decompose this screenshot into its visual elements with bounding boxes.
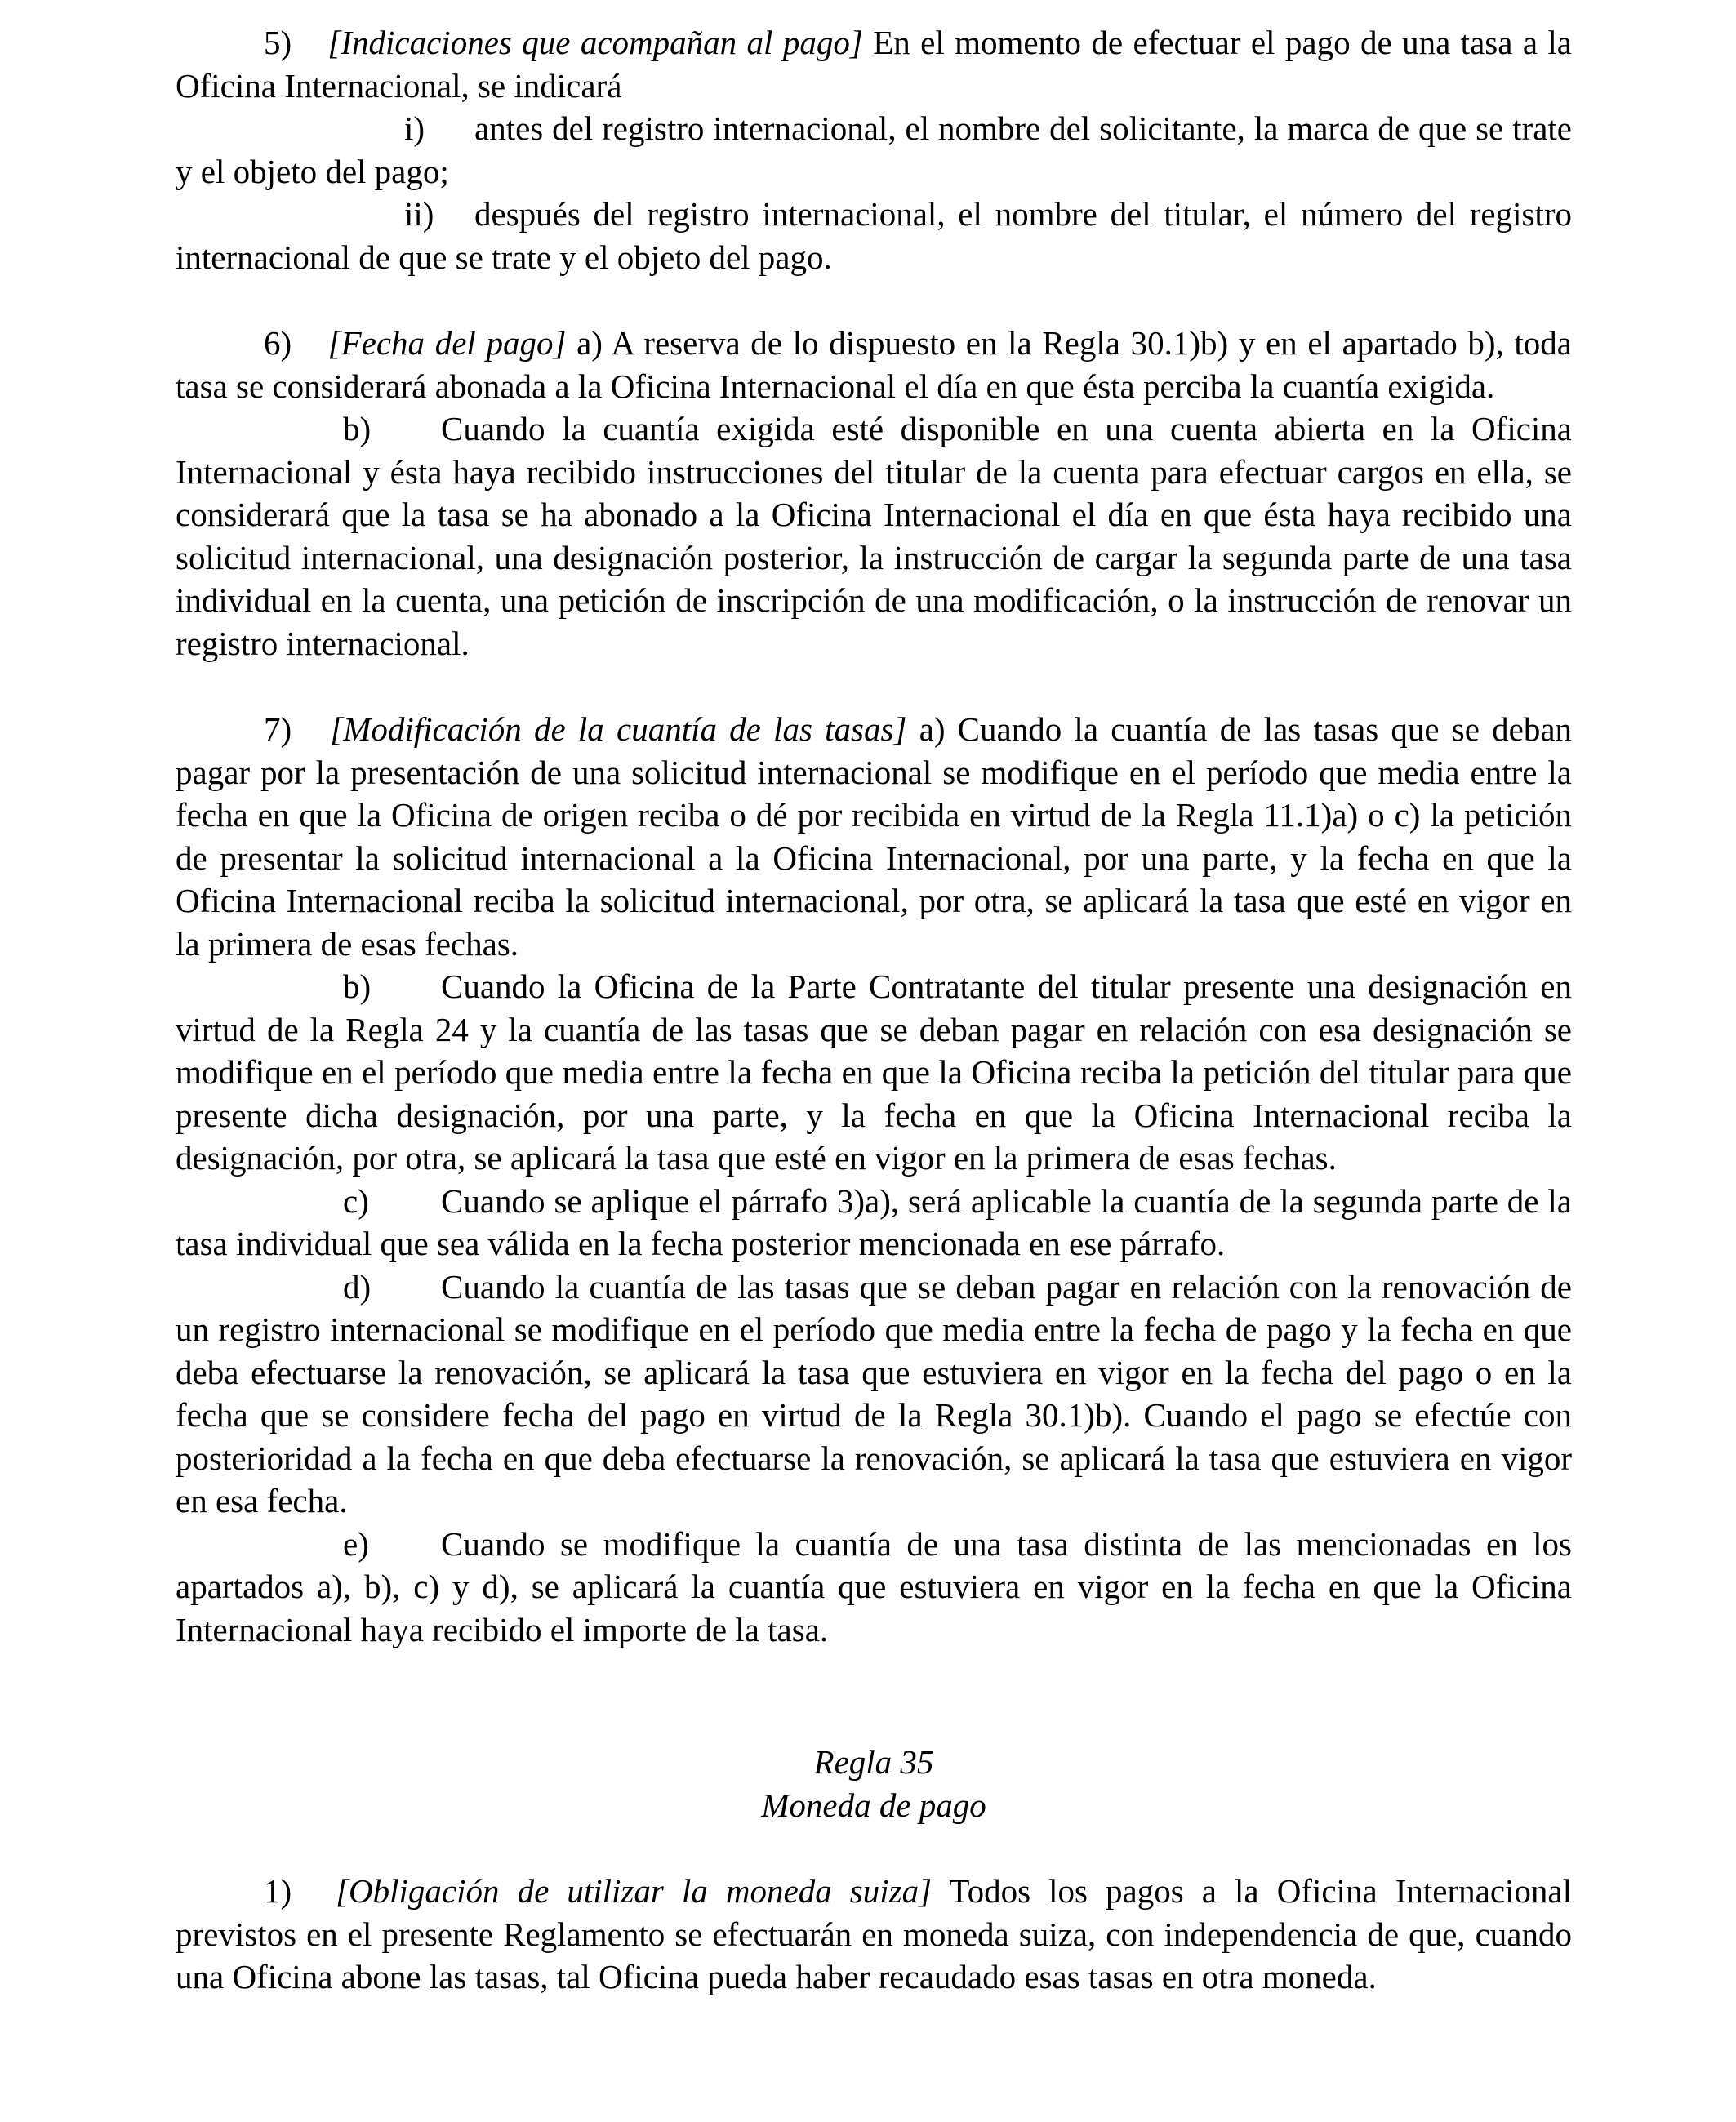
paragraph-number: 7) bbox=[264, 710, 292, 748]
list-item bbox=[176, 107, 1572, 193]
item-number: i) bbox=[404, 109, 425, 147]
list-item bbox=[176, 1523, 1572, 1652]
item-number: b) bbox=[343, 410, 372, 447]
item-number: ii) bbox=[404, 195, 434, 233]
paragraph-text: Todos los pagos a la Oficina Internacional previstos en el presente Reglamento se efectuarán en moneda suiza, con independencia de que, cuando una Oficina abone las tasas, tal Oficina pueda haber recaudado esas tasas en otra moneda. bbox=[176, 1872, 1572, 1995]
rule-number: Regla 35 bbox=[813, 1743, 934, 1781]
paragraph-6 bbox=[176, 322, 1572, 407]
item-text: Cuando se aplique el párrafo 3)a), será aplicable la cuantía de la segunda parte de la tasa individual que sea válida en la fecha posterior mencionada en ese párrafo. bbox=[176, 1181, 1572, 1262]
rule-heading-block bbox=[176, 1741, 1572, 1826]
list-item bbox=[176, 965, 1572, 1180]
item-text: después del registro internacional, el nombre del titular, el número del registro internacional de que se trate y el objeto del pago. bbox=[176, 195, 1572, 276]
paragraph-text: a) A reserva de lo dispuesto en la Regla 30.1)b) y en el apartado b), toda tasa se considerará abonada a la Oficina Internacional el día en que ésta perciba la cuantía exigida. bbox=[176, 324, 1572, 405]
item-number: b) bbox=[343, 968, 372, 1005]
item-text: antes del registro internacional, el nombre del solicitante, la marca de que se trate y el objeto del pago; bbox=[176, 109, 1572, 190]
paragraph-number: 5) bbox=[264, 24, 292, 61]
paragraph-heading: [Obligación de utilizar la moneda suiza] bbox=[336, 1872, 933, 1910]
list-item bbox=[176, 193, 1572, 278]
list-item bbox=[176, 1266, 1572, 1523]
item-text: Cuando la Oficina de la Parte Contratante del titular presente una designación en virtud de la Regla 24 y la cuantía de las tasas que se deban pagar en relación con esa designación se modifique en el período que media entre la fecha en que la Oficina reciba la petición del titular para que presente dicha designación, por una parte, y la fecha en que la Oficina Internacional reciba la designación, por otra, se aplicará la tasa que esté en vigor en la primera de esas fechas. bbox=[176, 968, 1572, 1177]
paragraph-7 bbox=[176, 708, 1572, 965]
rule-title: Moneda de pago bbox=[761, 1786, 986, 1824]
paragraph-heading: [Fecha del pago] bbox=[327, 324, 567, 362]
item-number: c) bbox=[343, 1181, 369, 1220]
list-item bbox=[176, 407, 1572, 665]
paragraph-number: 6) bbox=[264, 324, 292, 362]
paragraph-5 bbox=[176, 21, 1572, 107]
paragraph-text: a) Cuando la cuantía de las tasas que se deban pagar por la presentación de una solicitud internacional se modifique en el período que media entre la fecha en que la Oficina de origen reciba o dé por recibida en virtud de la Regla 11.1)a) o c) la petición de presentar la solicitud internacional a la Oficina Internacional, por una parte, y la fecha en que la Oficina Internacional reciba la solicitud internacional, por otra, se aplicará la tasa que esté en vigor en la primera de esas fechas. bbox=[176, 710, 1573, 963]
document-page bbox=[176, 21, 1572, 1999]
paragraph-text: En el momento de efectuar el pago de una tasa a la Oficina Internacional, se indicará bbox=[176, 24, 1573, 105]
rule-paragraph-1 bbox=[176, 1870, 1572, 1999]
paragraph-number: 1) bbox=[264, 1872, 292, 1910]
item-number: e) bbox=[343, 1524, 369, 1563]
item-number: d) bbox=[343, 1267, 372, 1306]
list-item bbox=[176, 1180, 1572, 1266]
paragraph-heading: [Indicaciones que acompañan al pago] bbox=[327, 24, 863, 61]
item-text: Cuando la cuantía exigida esté disponible en una cuenta abierta en la Oficina Internacional y ésta haya recibido instrucciones del titular de la cuenta para efectuar cargos en ella, se considerará que la tasa se ha abonado a la Oficina Internacional el día en que ésta haya recibido una solicitud internacional, una designación posterior, la instrucción de cargar la segunda parte de una tasa individual en la cuenta, una petición de inscripción de una modificación, o la instrucción de renovar un registro internacional. bbox=[176, 410, 1572, 662]
paragraph-heading: [Modificación de la cuantía de las tasas] bbox=[330, 710, 907, 748]
item-text: Cuando la cuantía de las tasas que se deban pagar en relación con la renovación de un registro internacional se modifique en el período que media entre la fecha de pago y la fecha en que deba efectuarse la renovación, se aplicará la tasa que estuviera en vigor en la fecha del pago o en la fecha que se considere fecha del pago en virtud de la Regla 30.1)b). Cuando el pago se efectúe con posterioridad a la fecha en que deba efectuarse la renovación, se aplicará la tasa que estuviera en vigor en esa fecha. bbox=[176, 1267, 1572, 1519]
item-text: Cuando se modifique la cuantía de una tasa distinta de las mencionadas en los apartados a), b), c) y d), se aplicará la cuantía que estuviera en vigor en la fecha en que la Oficina Internacional haya recibido el importe de la tasa. bbox=[176, 1524, 1572, 1648]
